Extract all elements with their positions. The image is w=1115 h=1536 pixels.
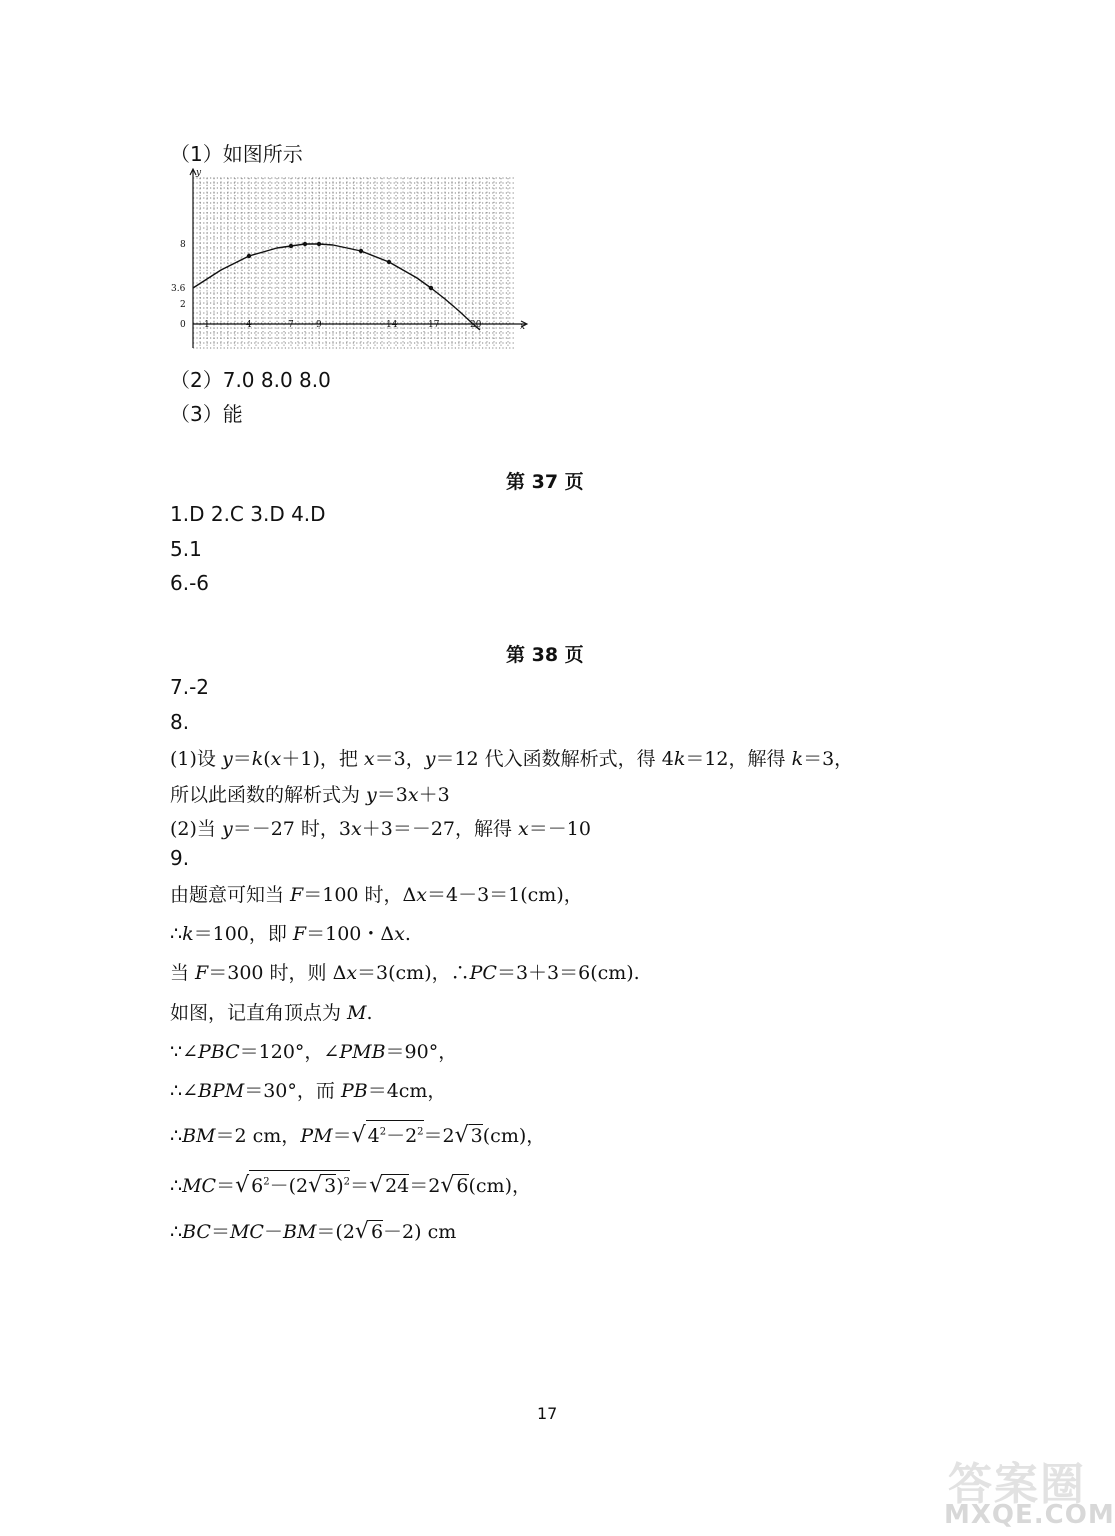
y-axis-label: y bbox=[196, 168, 202, 178]
data-point bbox=[317, 242, 321, 246]
q9-line-8: ∴MC＝√ $6^2-(2√$ 3)$^2$＝√ 24＝2√ 6(cm)， bbox=[170, 1170, 531, 1198]
page-38-heading: 第 38 页 bbox=[506, 644, 584, 666]
graph-labels bbox=[171, 168, 525, 332]
x-tick-label: 1 bbox=[204, 320, 210, 330]
q8-line-2: 所以此函数的解析式为 y＝3x＋3 bbox=[170, 784, 450, 806]
origin-label: 0 bbox=[180, 320, 186, 330]
answer-q7: 7.-2 bbox=[170, 675, 210, 699]
answer-line: 5.1 bbox=[170, 537, 202, 561]
answer-line: 1.D 2.C 3.D 4.D bbox=[170, 502, 326, 526]
page-37-heading: 第 37 页 bbox=[506, 471, 584, 493]
radicand: 3 bbox=[470, 1125, 483, 1147]
radical-sign: √ bbox=[440, 1173, 455, 1198]
radical-sign: √ bbox=[369, 1173, 384, 1198]
q8-line-1: (1)设 y＝k(x＋1)，把 x＝3，y＝12 代入函数解析式，得 4k＝12，解得 k＝3， bbox=[170, 748, 854, 770]
q9-line-9: ∴BC＝MC－BM＝(2√ 6－2) cm bbox=[170, 1219, 457, 1244]
q9-line-6: ∴∠BPM＝30°，而 PB＝4cm， bbox=[170, 1080, 447, 1102]
x-tick-label: 4 bbox=[246, 320, 252, 330]
q9-line-2: ∴k＝100，即 F＝100・Δx. bbox=[170, 923, 411, 945]
data-point bbox=[387, 260, 391, 264]
radical-sign: √ bbox=[354, 1219, 369, 1244]
radical-sign: √ bbox=[235, 1173, 250, 1198]
page-number: 17 bbox=[537, 1404, 558, 1423]
answer-part-1: （1）如图所示 bbox=[170, 142, 303, 166]
x-tick-label: 7 bbox=[288, 320, 294, 330]
radicand: 3 bbox=[324, 1175, 337, 1197]
data-point bbox=[303, 242, 307, 246]
answer-part-2: （2）7.0 8.0 8.0 bbox=[170, 368, 331, 392]
y-tick-label: 2 bbox=[180, 300, 186, 310]
radicand: $6^2-(2√$ 3)$^2$ bbox=[249, 1170, 350, 1198]
radical-sign: √ bbox=[454, 1123, 469, 1148]
radicand: 6 bbox=[370, 1221, 384, 1243]
watermark-logo bbox=[936, 1448, 1115, 1534]
x-tick-label: 14 bbox=[386, 320, 398, 330]
data-point bbox=[247, 254, 251, 258]
q9-line-5: ∵∠PBC＝120°，∠PMB＝90°， bbox=[170, 1041, 458, 1063]
answer-q9-label: 9. bbox=[170, 846, 190, 870]
graph-curve bbox=[193, 242, 480, 330]
q9-line-3: 当 F＝300 时，则 Δx＝3(cm)，∴PC＝3＋3＝6(cm). bbox=[170, 962, 640, 984]
x-axis-label: x bbox=[520, 322, 526, 332]
data-point bbox=[289, 244, 293, 248]
parabola-curve bbox=[193, 244, 480, 330]
data-point bbox=[429, 286, 433, 290]
graph-grid bbox=[193, 178, 514, 348]
answer-line: 6.-6 bbox=[170, 571, 210, 595]
radicand: $4^2-2^2$ bbox=[366, 1120, 424, 1148]
x-tick-label: 20 bbox=[470, 320, 482, 330]
q9-line-7: ∴BM＝2 cm，PM＝√ $4^2-2^2=2√$ 3(cm)， bbox=[170, 1120, 545, 1148]
q9-line-1: 由题意可知当 F＝100 时，Δx＝4－3＝1(cm)， bbox=[170, 884, 583, 906]
radical-sign: √ bbox=[308, 1173, 323, 1198]
data-point bbox=[359, 249, 363, 253]
q8-line-3: (2)当 y＝－27 时，3x＋3＝－27，解得 x＝－10 bbox=[170, 818, 591, 840]
parabola-graph bbox=[168, 166, 533, 352]
radical-sign: √ bbox=[351, 1123, 366, 1148]
y-tick-label: 3.6 bbox=[171, 284, 186, 294]
x-tick-label: 9 bbox=[316, 320, 322, 330]
q9-line-4: 如图，记直角顶点为 M. bbox=[170, 1002, 373, 1024]
watermark-bottom-text: MXQE.COM bbox=[944, 1500, 1115, 1530]
y-tick-label: 8 bbox=[180, 240, 186, 250]
radicand: 24 bbox=[385, 1175, 410, 1197]
watermark-top-text: 答案圈 bbox=[948, 1459, 1086, 1510]
radicand: 6 bbox=[456, 1175, 469, 1197]
answer-q8-label: 8. bbox=[170, 710, 190, 734]
x-tick-label: 17 bbox=[428, 320, 440, 330]
answer-part-3: （3）能 bbox=[170, 402, 243, 426]
